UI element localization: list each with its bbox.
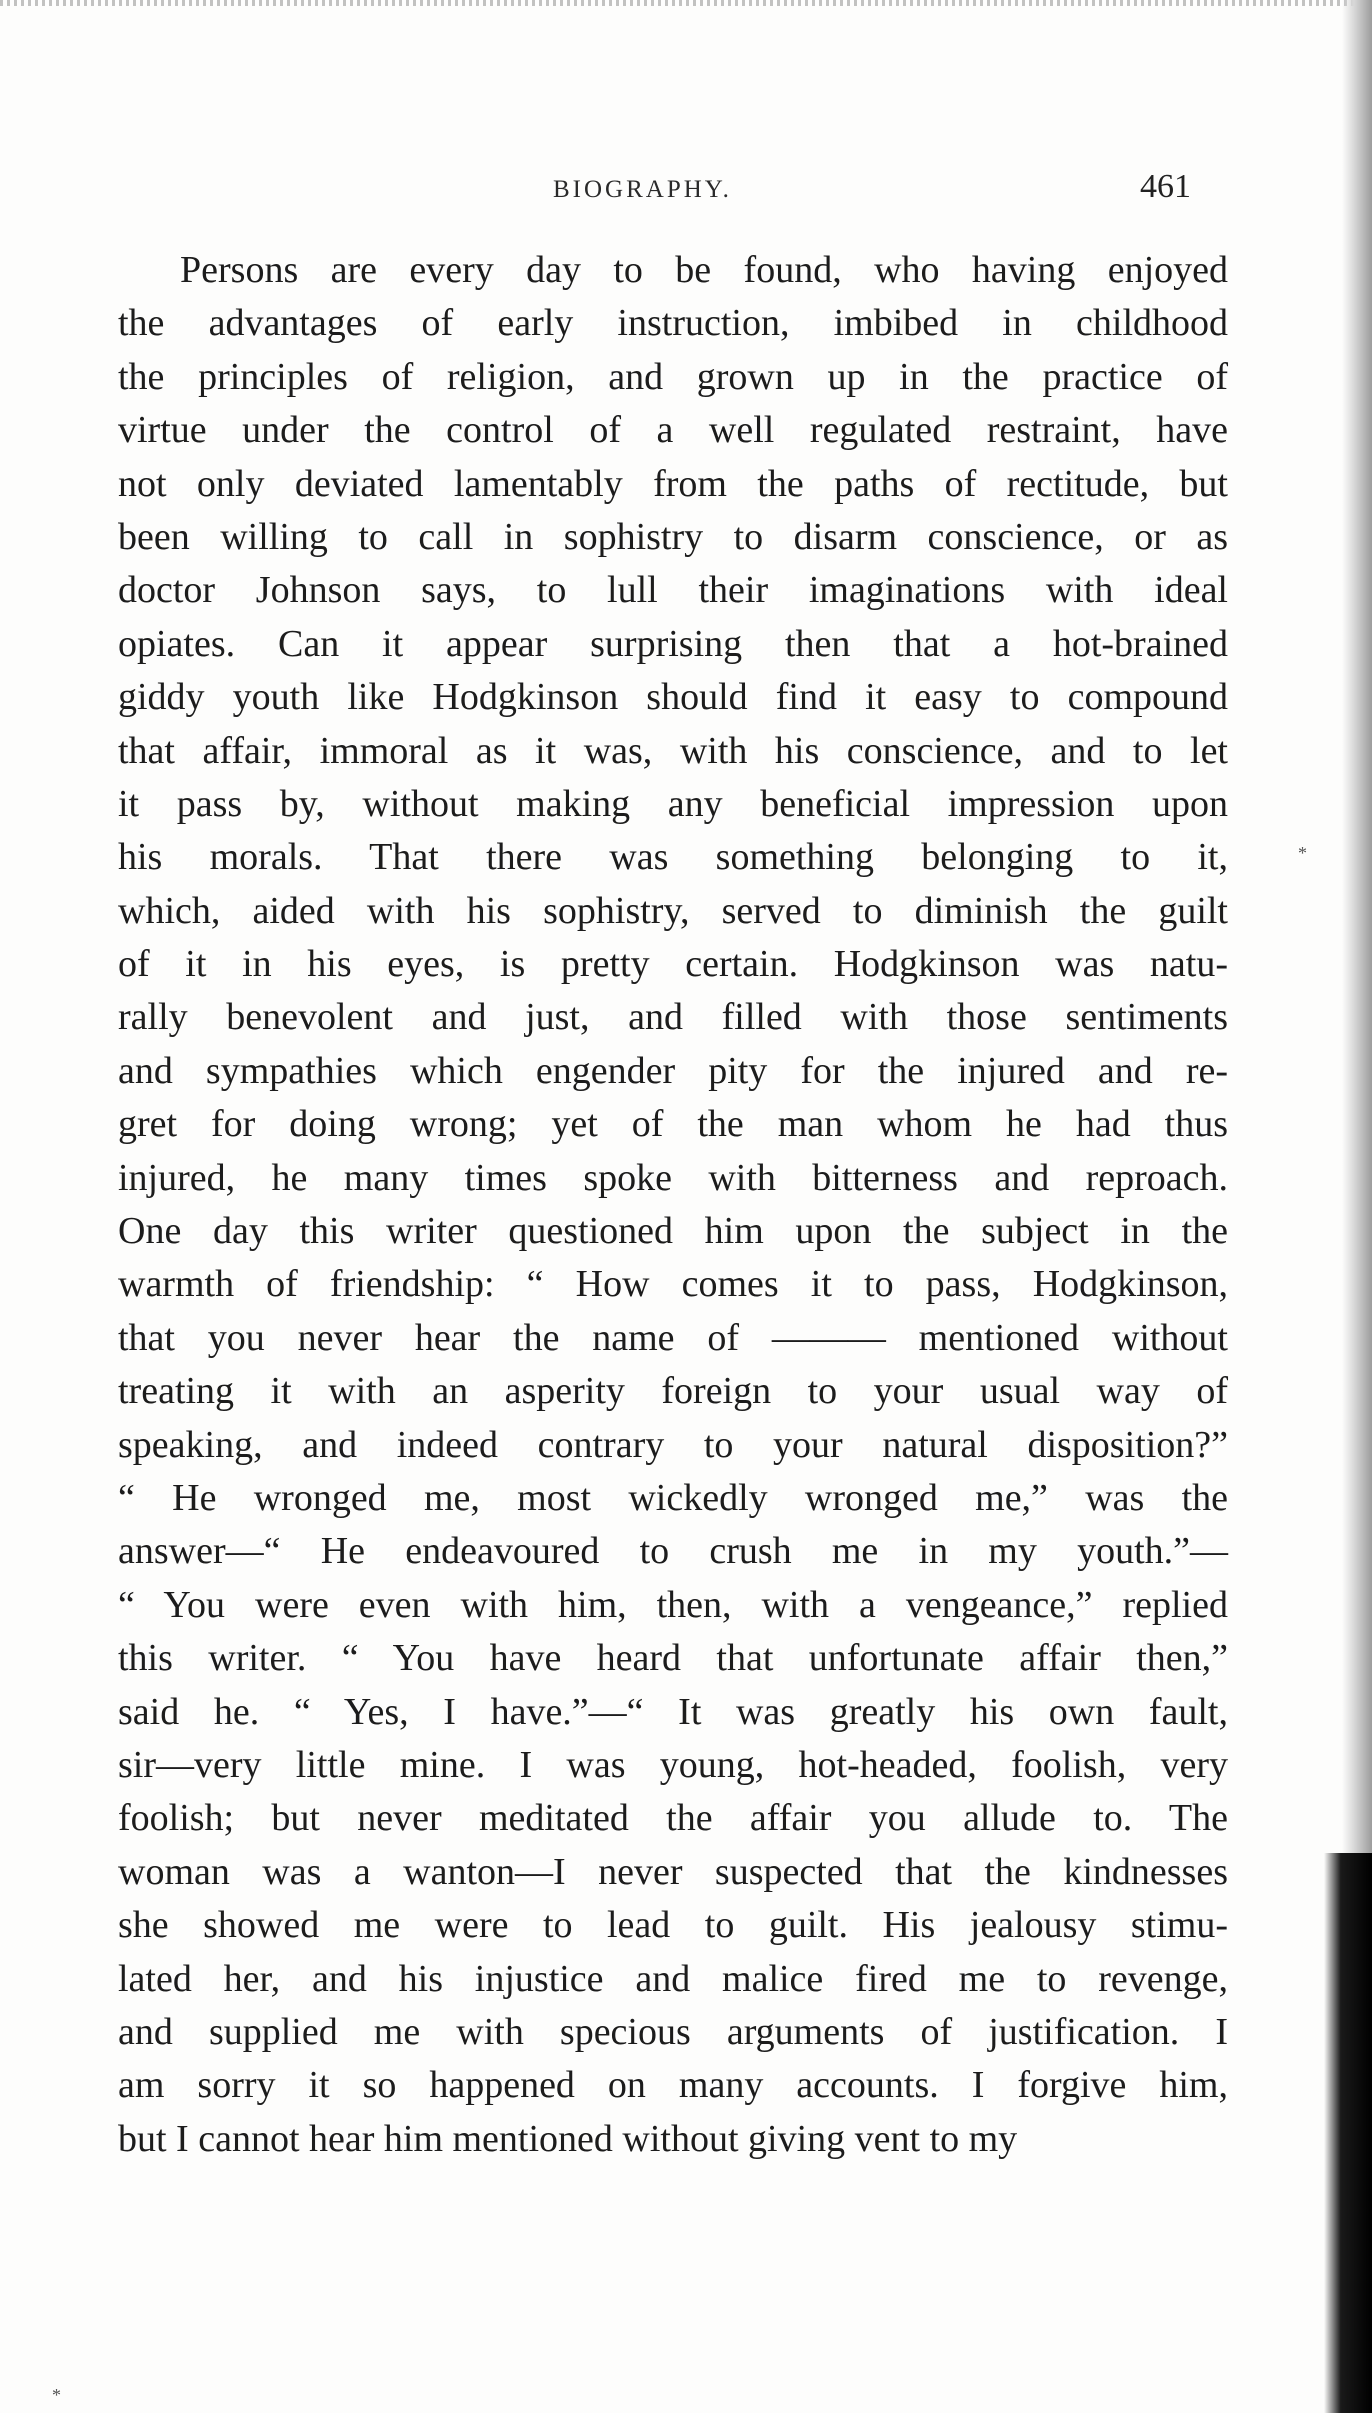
text-line: warmth of friendship: “ How comes it to pass, Hodgkinson, [118,1263,1228,1306]
text-line: lated her, and his injustice and malice fired me to revenge, [118,1957,1228,2000]
text-line: she showed me were to lead to guilt. His jealousy stimu- [118,1904,1228,1947]
text-line: been willing to call in sophistry to disarm conscience, or as [118,515,1228,558]
text-line: treating it with an asperity foreign to your usual way of [118,1370,1228,1413]
ink-speck: * [52,2385,61,2405]
text-line: which, aided with his sophistry, served to diminish the guilt [118,889,1228,932]
text-line: “ You were even with him, then, with a vengeance,” replied [118,1583,1228,1626]
body-text [118,244,1228,2166]
text-line: gret for doing wrong; yet of the man whom he had thus [118,1103,1228,1146]
text-line: injured, he many times spoke with bitterness and reproach. [118,1156,1228,1199]
text-line: of it in his eyes, is pretty certain. Hodgkinson was natu- [118,943,1228,986]
text-line: this writer. “ You have heard that unfortunate affair then,” [118,1637,1228,1680]
text-line: the advantages of early instruction, imbibed in childhood [118,302,1228,345]
text-line: am sorry it so happened on many accounts. I forgive him, [118,2064,1228,2107]
page-number: 461 [1140,168,1191,205]
text-line: his morals. That there was something belonging to it, [118,836,1228,879]
text-line: “ He wronged me, most wickedly wronged me,” was the [118,1476,1228,1519]
text-line: that affair, immoral as it was, with his conscience, and to let [118,729,1228,772]
binding-shadow [1324,1853,1372,2413]
text-line: it pass by, without making any beneficial impression upon [118,782,1228,825]
text-line: and supplied me with specious arguments of justification. I [118,2010,1228,2053]
text-line: that you never hear the name of ——— mentioned without [118,1316,1228,1359]
text-line: opiates. Can it appear surprising then that a hot-brained [118,622,1228,665]
text-line: answer—“ He endeavoured to crush me in my youth.”— [118,1530,1228,1573]
text-line: doctor Johnson says, to lull their imaginations with ideal [118,569,1228,612]
text-line: not only deviated lamentably from the paths of rectitude, but [118,462,1228,505]
text-line: giddy youth like Hodgkinson should find it easy to compound [118,676,1228,719]
text-line: said he. “ Yes, I have.”—“ It was greatly his own fault, [118,1690,1228,1733]
page-header [118,168,1218,228]
text-line: sir—very little mine. I was young, hot-headed, foolish, very [118,1743,1228,1786]
running-head: BIOGRAPHY. [553,176,732,203]
text-line: One day this writer questioned him upon the subject in the [118,1210,1228,1253]
text-line: virtue under the control of a well regulated restraint, have [118,409,1228,452]
ink-speck: * [1298,843,1307,863]
text-line: and sympathies which engender pity for the injured and re- [118,1049,1228,1092]
text-line: speaking, and indeed contrary to your natural disposition?” [118,1423,1228,1466]
text-line: foolish; but never meditated the affair you allude to. The [118,1797,1228,1840]
text-line: but I cannot hear him mentioned without giving vent to my [118,2117,1018,2160]
text-line: Persons are every day to be found, who having enjoyed [180,249,1228,291]
page-top-edge [0,0,1372,6]
text-line: rally benevolent and just, and filled with those sentiments [118,996,1228,1039]
text-line: the principles of religion, and grown up in the practice of [118,355,1228,398]
text-line: woman was a wanton—I never suspected that the kindnesses [118,1850,1228,1893]
